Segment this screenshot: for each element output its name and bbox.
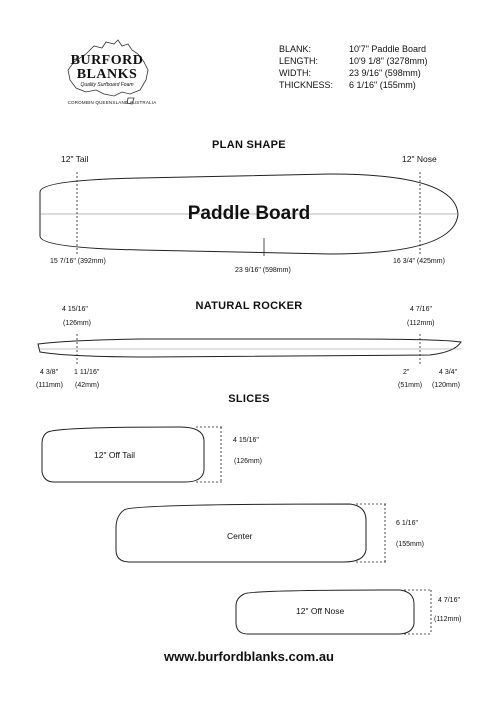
rocker-diagram bbox=[0, 330, 498, 374]
spec-value: 10'9 1/8" (3278mm) bbox=[349, 56, 428, 66]
website-link[interactable]: www.burfordblanks.com.au bbox=[164, 649, 334, 664]
spec-key: LENGTH: bbox=[279, 56, 319, 66]
rocker-tail-end-mm: (111mm) bbox=[36, 382, 63, 389]
slice-nose-dim-in: 4 7/16" bbox=[438, 597, 460, 604]
tail-width-label: 15 7/16" (392mm) bbox=[50, 258, 106, 265]
nose-marker-label: 12" Nose bbox=[402, 154, 437, 164]
spec-key: THICKNESS: bbox=[279, 80, 334, 90]
slice-center-dim-mm: (155mm) bbox=[396, 541, 425, 548]
rocker-tail-end-in: 4 3/8" bbox=[40, 369, 59, 376]
slices-title: SLICES bbox=[228, 393, 270, 405]
spec-table bbox=[279, 43, 427, 91]
rocker-tail-value-mm: (42mm) bbox=[75, 382, 100, 389]
rocker-nose-thickness-in: 4 7/16" bbox=[410, 306, 432, 313]
rocker-nose-end-mm: (120mm) bbox=[432, 382, 461, 389]
rocker-tail-thickness-mm: (126mm) bbox=[63, 320, 92, 327]
spec-row bbox=[279, 43, 427, 55]
slice-center-dim-in: 6 1/16" bbox=[396, 520, 418, 527]
spec-value: 6 1/16" (155mm) bbox=[349, 80, 416, 90]
spec-row bbox=[279, 55, 427, 67]
logo-wordmark bbox=[64, 54, 150, 88]
tail-marker-label: 12" Tail bbox=[61, 154, 89, 164]
logo-tagline: Quality Surfboard Foam bbox=[80, 82, 134, 88]
spec-value: 10'7" Paddle Board bbox=[349, 44, 426, 54]
spec-row bbox=[279, 79, 427, 91]
logo-line-1: BURFORD bbox=[70, 53, 144, 68]
nose-width-label: 16 3/4" (425mm) bbox=[393, 258, 445, 265]
rocker-outline bbox=[38, 339, 461, 357]
board-name: Paddle Board bbox=[187, 203, 311, 224]
rocker-title: NATURAL ROCKER bbox=[195, 300, 303, 312]
logo bbox=[56, 34, 166, 112]
slice-nose-label: 12" Off Nose bbox=[296, 606, 345, 616]
logo-location: COROMBIN QUEENSLAND AUSTRALIA bbox=[67, 100, 157, 105]
rocker-tail-value-in: 1 11/16" bbox=[74, 369, 100, 376]
spec-value: 23 9/16" (598mm) bbox=[349, 68, 421, 78]
center-width-label: 23 9/16" (598mm) bbox=[235, 267, 291, 274]
slice-tail-dim-mm: (126mm) bbox=[234, 458, 263, 465]
logo-line-2: BLANKS bbox=[76, 67, 138, 82]
rocker-tail-thickness-in: 4 15/16" bbox=[62, 306, 88, 313]
spec-key: BLANK: bbox=[279, 44, 312, 54]
spec-key: WIDTH: bbox=[279, 68, 311, 78]
rocker-nose-value-mm: (51mm) bbox=[398, 382, 423, 389]
slice-tail-dim-in: 4 15/16" bbox=[233, 437, 259, 444]
slices-diagram bbox=[0, 420, 498, 640]
rocker-nose-end-in: 4 3/4" bbox=[439, 369, 458, 376]
slice-center-label: Center bbox=[227, 531, 253, 541]
plan-shape-title: PLAN SHAPE bbox=[212, 139, 286, 151]
rocker-nose-value-in: 2" bbox=[403, 369, 410, 376]
slice-nose-dim-mm: (112mm) bbox=[434, 616, 462, 623]
slice-tail-label: 12" Off Tail bbox=[94, 450, 135, 460]
rocker-nose-thickness-mm: (112mm) bbox=[407, 320, 435, 327]
spec-row bbox=[279, 67, 427, 79]
